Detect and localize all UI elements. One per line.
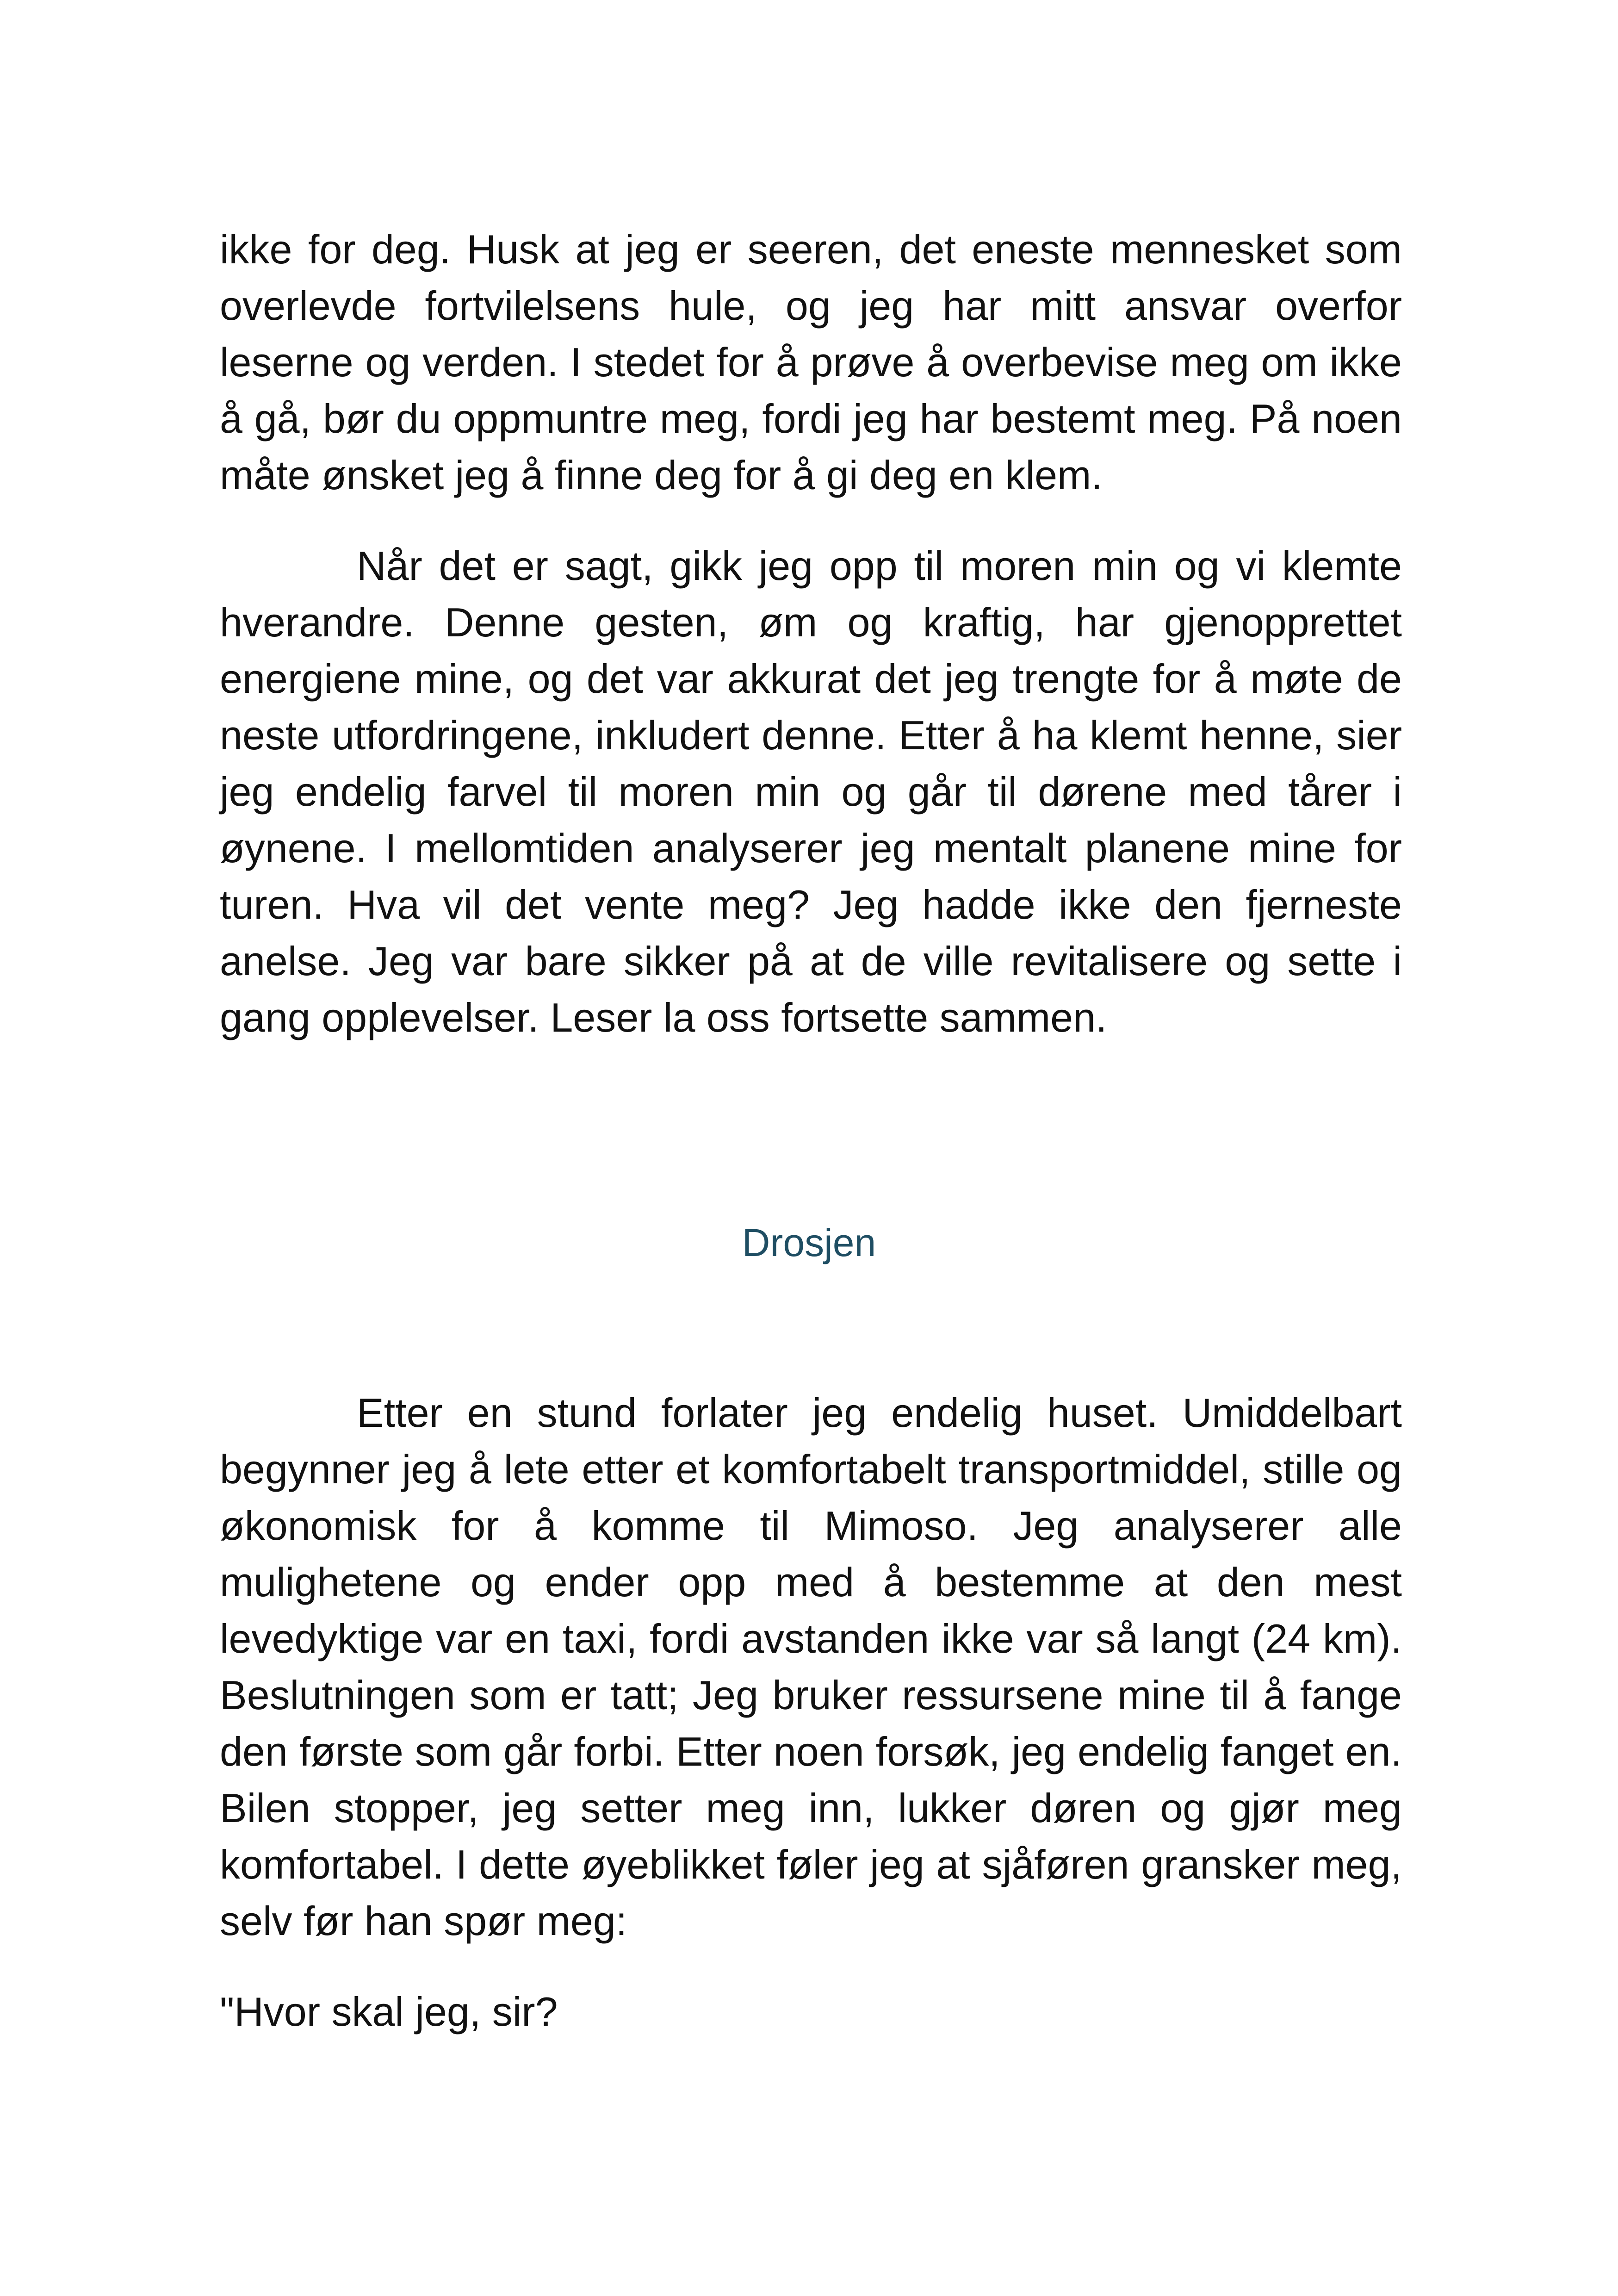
chapter-heading: Drosjen bbox=[742, 1221, 876, 1264]
paragraph-hug: Når det er sagt, gikk jeg opp til moren min og vi klemte hverandre. Denne gesten, øm og kraftig, har gjenopprettet energiene mine, og det var akkurat det jeg trengte for å møte de neste utfordringene, inkludert denne. Etter å ha klemt henne, sier jeg endelig farvel til moren min og går til dørene med tårer i øynene. I mellomtiden analyserer jeg mentalt planene mine for turen. Hva vil det vente meg? Jeg hadde ikke den fjerneste anelse. Jeg var bare sikker på at de ville revitalisere og sette i gang opplevelser. Leser la oss fortsette sammen. bbox=[220, 543, 1402, 1040]
paragraph-taxi: Etter en stund forlater jeg endelig huset. Umiddelbart begynner jeg å lete etter et komfortabelt transportmiddel, stille og økonomisk for å komme til Mimoso. Jeg analyserer alle mulighetene og ender opp med å bestemme at den mest levedyktige var en taxi, fordi avstanden ikke var så langt (24 km). Beslutningen som er tatt; Jeg bruker ressursene mine til å fange den første som går forbi. Etter noen forsøk, jeg endelig fanget en. Bilen stopper, jeg setter meg inn, lukker døren og gjør meg komfortabel. I dette øyeblikket føler jeg at sjåføren gransker meg, selv før han spør meg: bbox=[220, 1390, 1402, 1944]
paragraph-quote: "Hvor skal jeg, sir? bbox=[220, 1989, 558, 2035]
paragraph-continuation: ikke for deg. Husk at jeg er seeren, det eneste mennesket som overlevde fortvilelsens hule, og jeg har mitt ansvar overfor leserne og verden. I stedet for å prøve å overbevise meg om ikke å gå, bør du oppmuntre meg, fordi jeg har bestemt meg. På noen måte ønsket jeg å finne deg for å gi deg en klem. bbox=[220, 226, 1402, 498]
